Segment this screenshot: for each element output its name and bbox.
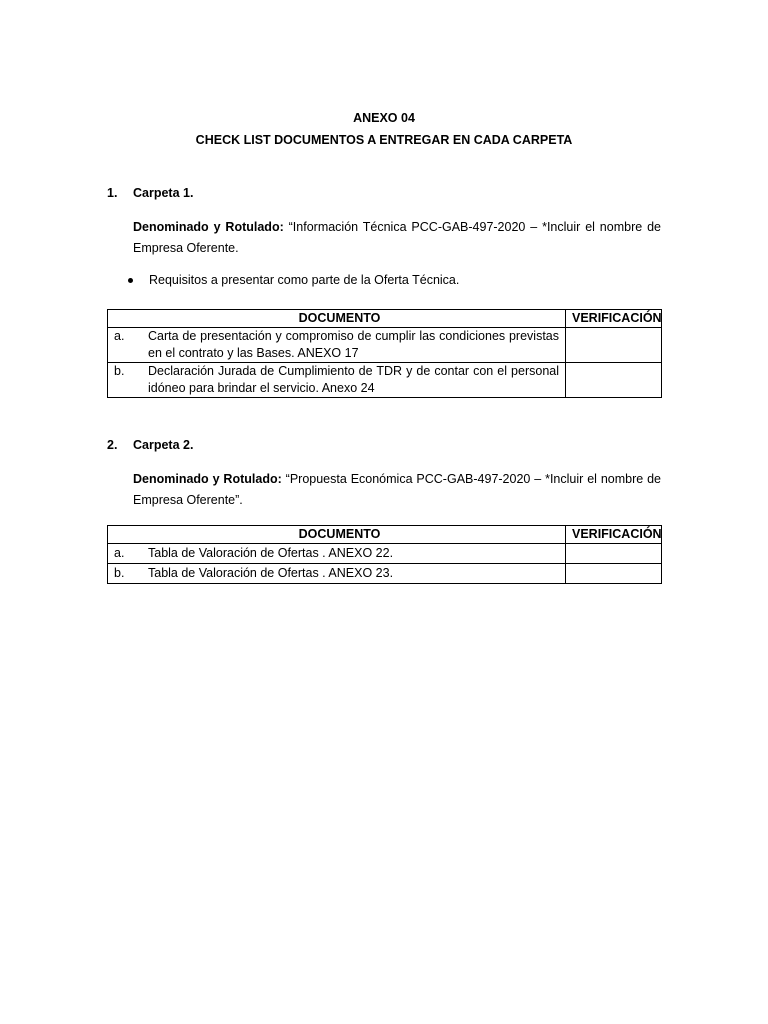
row-letter: a. <box>114 329 125 343</box>
column-header-verification: VERIFICACIÓN <box>566 526 662 544</box>
section-2-denomination-label: Denominado y Rotulado: <box>133 472 282 486</box>
table-header-row <box>108 526 662 544</box>
section-2-denomination <box>133 469 661 511</box>
section-2-title: Carpeta 2. <box>133 438 194 452</box>
section-1-denomination-text: “Información Técnica PCC-GAB-497-2020 – *Incluir el nombre de Empresa Oferente. <box>133 220 661 255</box>
document-cell <box>108 564 566 584</box>
row-letter: b. <box>114 566 125 580</box>
document-cell <box>108 363 566 398</box>
document-cell <box>108 544 566 564</box>
column-header-document: DOCUMENTO <box>108 526 566 544</box>
section-2-denomination-text: “Propuesta Económica PCC-GAB-497-2020 – *Incluir el nombre de Empresa Oferente”. <box>133 472 661 507</box>
row-document-text: Declaración Jurada de Cumplimiento de TDR y de contar con el personal idóneo para brindar el servicio. Anexo 24 <box>148 364 559 395</box>
section-1-denomination <box>133 217 661 259</box>
document-cell <box>108 328 566 363</box>
verification-cell[interactable] <box>566 363 662 398</box>
verification-cell[interactable] <box>566 328 662 363</box>
row-document-text: Carta de presentación y compromiso de cumplir las condiciones previstas en el contrato y las Bases. ANEXO 17 <box>148 329 559 360</box>
row-document-text: Tabla de Valoración de Ofertas . ANEXO 22. <box>148 546 394 560</box>
section-1-denomination-label: Denominado y Rotulado: <box>133 220 284 234</box>
section-1-bullet <box>128 274 459 287</box>
section-1-number: 1. <box>107 186 118 200</box>
section-2-number: 2. <box>107 438 118 452</box>
table-row <box>108 564 662 584</box>
table-row <box>108 328 662 363</box>
column-header-document: DOCUMENTO <box>108 310 566 328</box>
section-1-table <box>107 309 662 398</box>
row-letter: a. <box>114 546 125 560</box>
section-1-title: Carpeta 1. <box>133 186 194 200</box>
table-header-row <box>108 310 662 328</box>
table-row <box>108 363 662 398</box>
document-subtitle: CHECK LIST DOCUMENTOS A ENTREGAR EN CADA CARPETA <box>195 133 573 147</box>
annex-title: ANEXO 04 <box>353 111 415 125</box>
section-2-table <box>107 525 662 584</box>
verification-cell[interactable] <box>566 544 662 564</box>
table-row <box>108 544 662 564</box>
section-1-bullet-text: Requisitos a presentar como parte de la Oferta Técnica. <box>149 273 460 287</box>
bullet-dot-icon <box>128 278 133 283</box>
column-header-verification: VERIFICACIÓN <box>566 310 662 328</box>
verification-cell[interactable] <box>566 564 662 584</box>
row-document-text: Tabla de Valoración de Ofertas . ANEXO 23. <box>148 566 394 580</box>
row-letter: b. <box>114 364 125 378</box>
